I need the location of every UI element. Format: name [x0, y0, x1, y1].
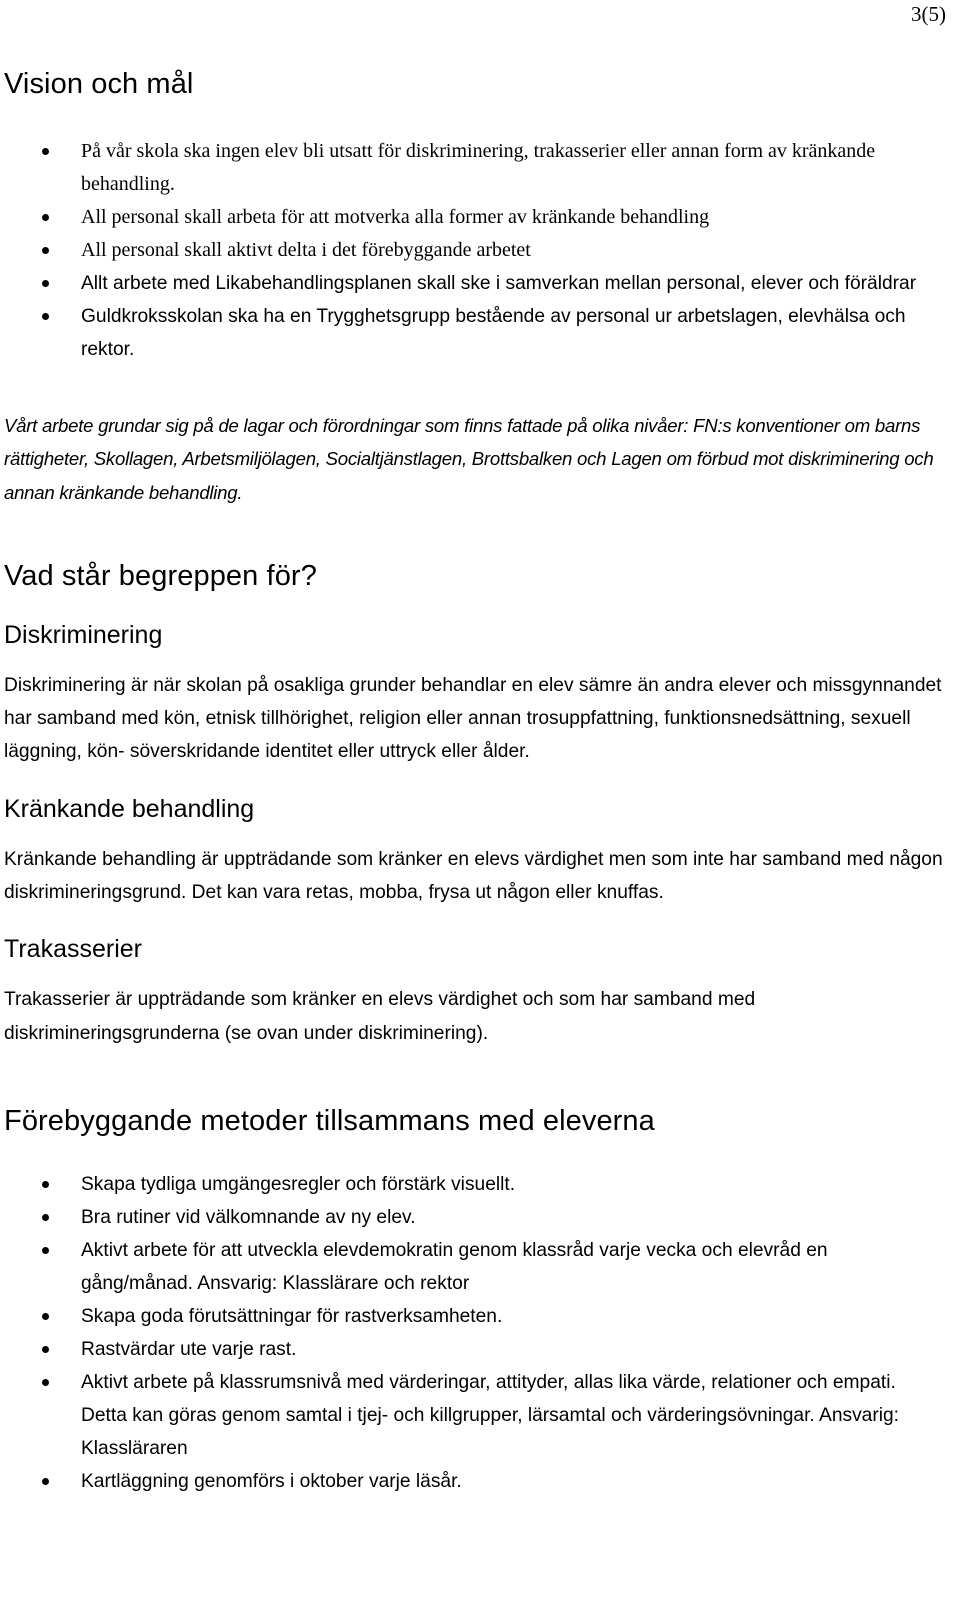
- harassment-paragraph: Trakasserier är uppträdande som kränker en elevs värdighet och som har samband med diskrimineringsgrunderna (se ovan under diskriminering).: [4, 989, 756, 1044]
- list-item: Skapa goda förutsättningar för rastverksamheten.: [4, 1300, 944, 1333]
- document: [4, 0, 944, 1498]
- vision-bullet-list: [4, 135, 944, 366]
- list-item: Allt arbete med Likabehandlingsplanen skall ske i samverkan mellan personal, elever och föräldrar: [4, 267, 944, 300]
- laws-paragraph: Vårt arbete grundar sig på de lagar och förordningar som finns fattade på olika nivåer: FN:s konventioner om barns rättigheter, Skollagen, Arbetsmiljölagen, Socialtjänstlagen, Brottsbalken och Lagen om förbud mot diskriminering och annan kränkande behandling.: [4, 415, 934, 503]
- list-item: Kartläggning genomförs i oktober varje läsår.: [4, 1465, 944, 1498]
- list-item: Rastvärdar ute varje rast.: [4, 1333, 944, 1366]
- list-item: All personal skall aktivt delta i det förebyggande arbetet: [4, 234, 944, 267]
- harassment-heading: Trakasserier: [4, 935, 142, 964]
- list-item: Aktivt arbete för att utveckla elevdemokratin genom klassråd varje vecka och elevråd en gång/månad. Ansvarig: Klasslärare och rektor: [4, 1234, 944, 1300]
- offensive-treatment-paragraph: Kränkande behandling är uppträdande som kränker en elevs värdighet men som inte har samband med någon diskrimineringsgrund. Det kan vara retas, mobba, frysa ut någon eller knuffas.: [4, 848, 943, 904]
- list-item: På vår skola ska ingen elev bli utsatt för diskriminering, trakasserier eller annan form av kränkande behandling.: [4, 135, 944, 201]
- list-item: Bra rutiner vid välkomnande av ny elev.: [4, 1201, 944, 1234]
- vision-title: Vision och mål: [4, 68, 194, 100]
- discrimination-paragraph: Diskriminering är när skolan på osakliga grunder behandlar en elev sämre än andra elever och missgynnandet har samband med kön, etnisk tillhörighet, religion eller annan trosuppfattning, funktionsnedsättning, sexuell läggning, kön- söverskridande identitet eller uttryck eller ålder.: [4, 674, 942, 763]
- list-item: Aktivt arbete på klassrumsnivå med värderingar, attityder, allas lika värde, relationer och empati. Detta kan göras genom samtal i tjej- och killgrupper, lärsamtal och värderingsövningar. Ansvarig: Klassläraren: [4, 1366, 944, 1465]
- prevention-title: Förebyggande metoder tillsammans med eleverna: [4, 1104, 655, 1137]
- offensive-treatment-heading: Kränkande behandling: [4, 794, 255, 823]
- discrimination-heading: Diskriminering: [4, 620, 163, 649]
- list-item: Guldkroksskolan ska ha en Trygghetsgrupp bestående av personal ur arbetslagen, elevhälsa och rektor.: [4, 300, 944, 366]
- concepts-title: Vad står begreppen för?: [4, 559, 317, 592]
- list-item: All personal skall arbeta för att motverka alla former av kränkande behandling: [4, 201, 944, 234]
- page-number: 3(5): [911, 2, 946, 26]
- list-item: Skapa tydliga umgängesregler och förstärk visuellt.: [4, 1168, 944, 1201]
- prevention-bullet-list: [4, 1168, 944, 1498]
